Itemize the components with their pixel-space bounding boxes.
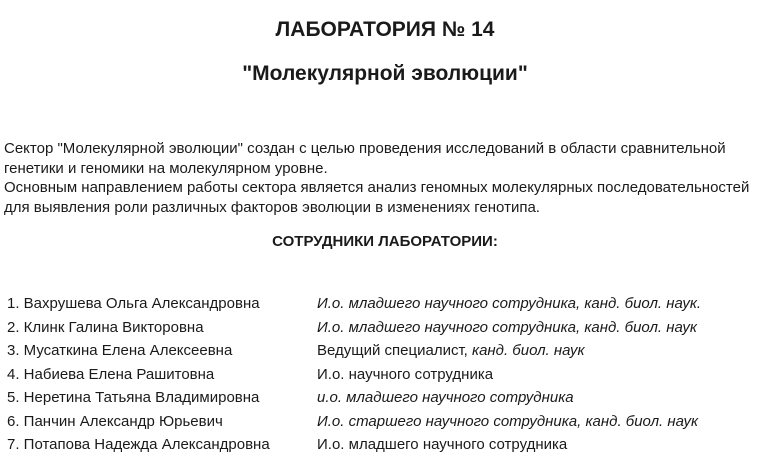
staff-row — [7, 410, 759, 434]
staff-position: И.о. младшего научного сотрудника, канд. биол. наук — [317, 318, 697, 336]
staff-position: И.о. научного сотрудника — [317, 365, 494, 383]
staff-list — [7, 292, 759, 457]
staff-heading: СОТРУДНИКИ ЛАБОРАТОРИИ: — [272, 233, 498, 250]
staff-position: и.о. младшего научного сотрудника — [317, 389, 574, 406]
staff-name: 1. Вахрушева Ольга Александровна — [7, 295, 260, 312]
staff-name: 7. Потапова Надежда Александровна — [7, 436, 270, 453]
intro-paragraph-2: Основным направлением работы сектора является анализ геномных молекулярных последовательностей для выявления роли различных факторов эволюции в изменениях генотипа. — [4, 179, 750, 216]
staff-row — [7, 292, 759, 316]
intro-paragraph-1: Сектор "Молекулярной эволюции" создан с целью проведения исследований в области сравнительной генетики и геномики на молекулярном уровне. — [4, 140, 726, 177]
staff-row — [7, 316, 759, 340]
staff-position: И.о. старшего научного сотрудника, канд. биол. наук — [317, 412, 699, 430]
staff-row — [7, 386, 759, 410]
staff-name: 2. Клинк Галина Викторовна — [7, 318, 204, 336]
intro-text — [4, 139, 760, 217]
staff-position: И.о. младшего научного сотрудника, канд. биол. наук. — [317, 295, 702, 312]
page-title: ЛАБОРАТОРИЯ № 14 — [275, 18, 495, 41]
staff-position-degree: канд. биол. наук — [472, 342, 585, 359]
staff-row — [7, 339, 759, 363]
page-subtitle: "Молекулярной эволюции" — [242, 62, 528, 85]
staff-row — [7, 363, 759, 387]
staff-name: 6. Панчин Александр Юрьевич — [7, 412, 223, 430]
staff-name: 5. Неретина Татьяна Владимировна — [7, 389, 260, 406]
staff-position: И.о. младшего научного сотрудника — [317, 436, 568, 453]
staff-position — [317, 339, 585, 363]
staff-name: 4. Набиева Елена Рашитовна — [7, 365, 215, 383]
staff-name: 3. Мусаткина Елена Алексеевна — [7, 342, 233, 359]
staff-position-title: Ведущий специалист, — [317, 342, 472, 359]
staff-row — [7, 433, 759, 457]
